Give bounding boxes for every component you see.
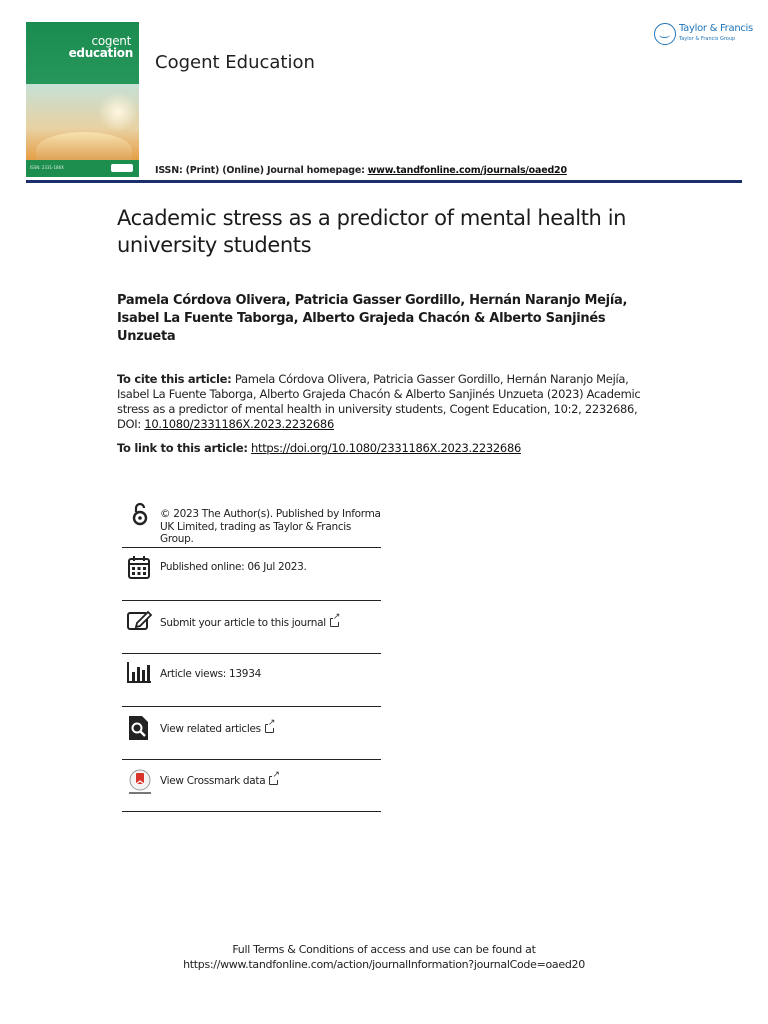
crossmark-link[interactable] <box>160 775 278 788</box>
article-link-line <box>117 441 521 455</box>
publisher-logo[interactable] <box>654 22 753 48</box>
submit-article-link[interactable] <box>160 617 339 630</box>
calendar-icon <box>127 555 153 581</box>
terms-footer <box>0 942 768 972</box>
article-authors: Pamela Córdova Olivera, Patricia Gasser Gordillo, Hernán Naranjo Mejía, Isabel La Fuente Taborga, Alberto Grajeda Chacón & Alberto Sanjinés Unzueta <box>117 293 628 344</box>
terms-url[interactable]: https://www.tandfonline.com/action/journalInformation?journalCode=oaed20 <box>183 958 585 971</box>
cite-doi-link[interactable]: 10.1080/2331186X.2023.2232686 <box>144 417 334 431</box>
related-articles-label: View related articles <box>160 723 261 735</box>
external-link-icon <box>269 776 278 785</box>
header-divider <box>26 180 742 183</box>
publisher-name: Taylor & Francis <box>679 23 753 34</box>
submit-article-label: Submit your article to this journal <box>160 617 326 629</box>
submit-row[interactable] <box>122 601 381 654</box>
cover-photo-light <box>98 92 138 132</box>
article-views-text: Article views: 13934 <box>160 668 261 680</box>
terms-line: Full Terms & Conditions of access and use can be found at <box>232 943 536 956</box>
published-row <box>122 548 381 601</box>
cover-bottom-strip <box>26 160 139 177</box>
document-search-icon <box>127 715 153 741</box>
issn-homepage-line <box>155 165 567 176</box>
article-doi-link[interactable]: https://doi.org/10.1080/2331186X.2023.2232686 <box>251 441 521 455</box>
cover-brand-line1: cogent <box>91 34 131 48</box>
crossmark-row[interactable] <box>122 760 381 812</box>
link-label: To link to this article: <box>117 441 248 455</box>
cover-issn: ISSN: 2331-186X <box>30 165 64 170</box>
related-articles-link[interactable] <box>160 723 274 736</box>
external-link-icon <box>265 724 274 733</box>
article-info-list <box>122 498 381 812</box>
routledge-logo-icon <box>111 164 133 172</box>
crossmark-icon <box>127 769 153 795</box>
article-title: Academic stress as a predictor of mental health in university students <box>117 206 627 257</box>
publisher-group: Taylor & Francis Group <box>679 36 736 42</box>
crossmark-label: View Crossmark data <box>160 775 266 787</box>
citation-block <box>117 372 662 432</box>
cover-brand-line2: education <box>68 46 133 60</box>
related-row[interactable] <box>122 707 381 760</box>
edit-icon <box>127 609 153 635</box>
cite-text: Pamela Córdova Olivera, Patricia Gasser Gordillo, Hernán Naranjo Mejía, Isabel La Fuente Taborga, Alberto Grajeda Chacón & Alberto Sanjinés Unzueta (2023) Academic stress as a predictor of mental health in university students, Cogent Education, 10:2, 2232686, DOI: <box>117 372 641 431</box>
external-link-icon <box>330 618 339 627</box>
journal-cover-image <box>26 22 139 177</box>
open-access-icon <box>127 501 153 527</box>
open-access-text: © 2023 The Author(s). Published by Informa UK Limited, trading as Taylor & Francis Group. <box>160 508 381 545</box>
issn-label: ISSN: (Print) (Online) Journal homepage: <box>155 165 365 176</box>
cite-label: To cite this article: <box>117 372 232 386</box>
open-access-row <box>122 498 381 548</box>
taylor-francis-logo-icon <box>654 23 676 45</box>
bar-chart-icon <box>127 660 153 686</box>
views-row <box>122 654 381 707</box>
journal-homepage-link[interactable]: www.tandfonline.com/journals/oaed20 <box>367 165 567 176</box>
journal-name: Cogent Education <box>155 52 315 73</box>
published-date-text: Published online: 06 Jul 2023. <box>160 561 307 573</box>
